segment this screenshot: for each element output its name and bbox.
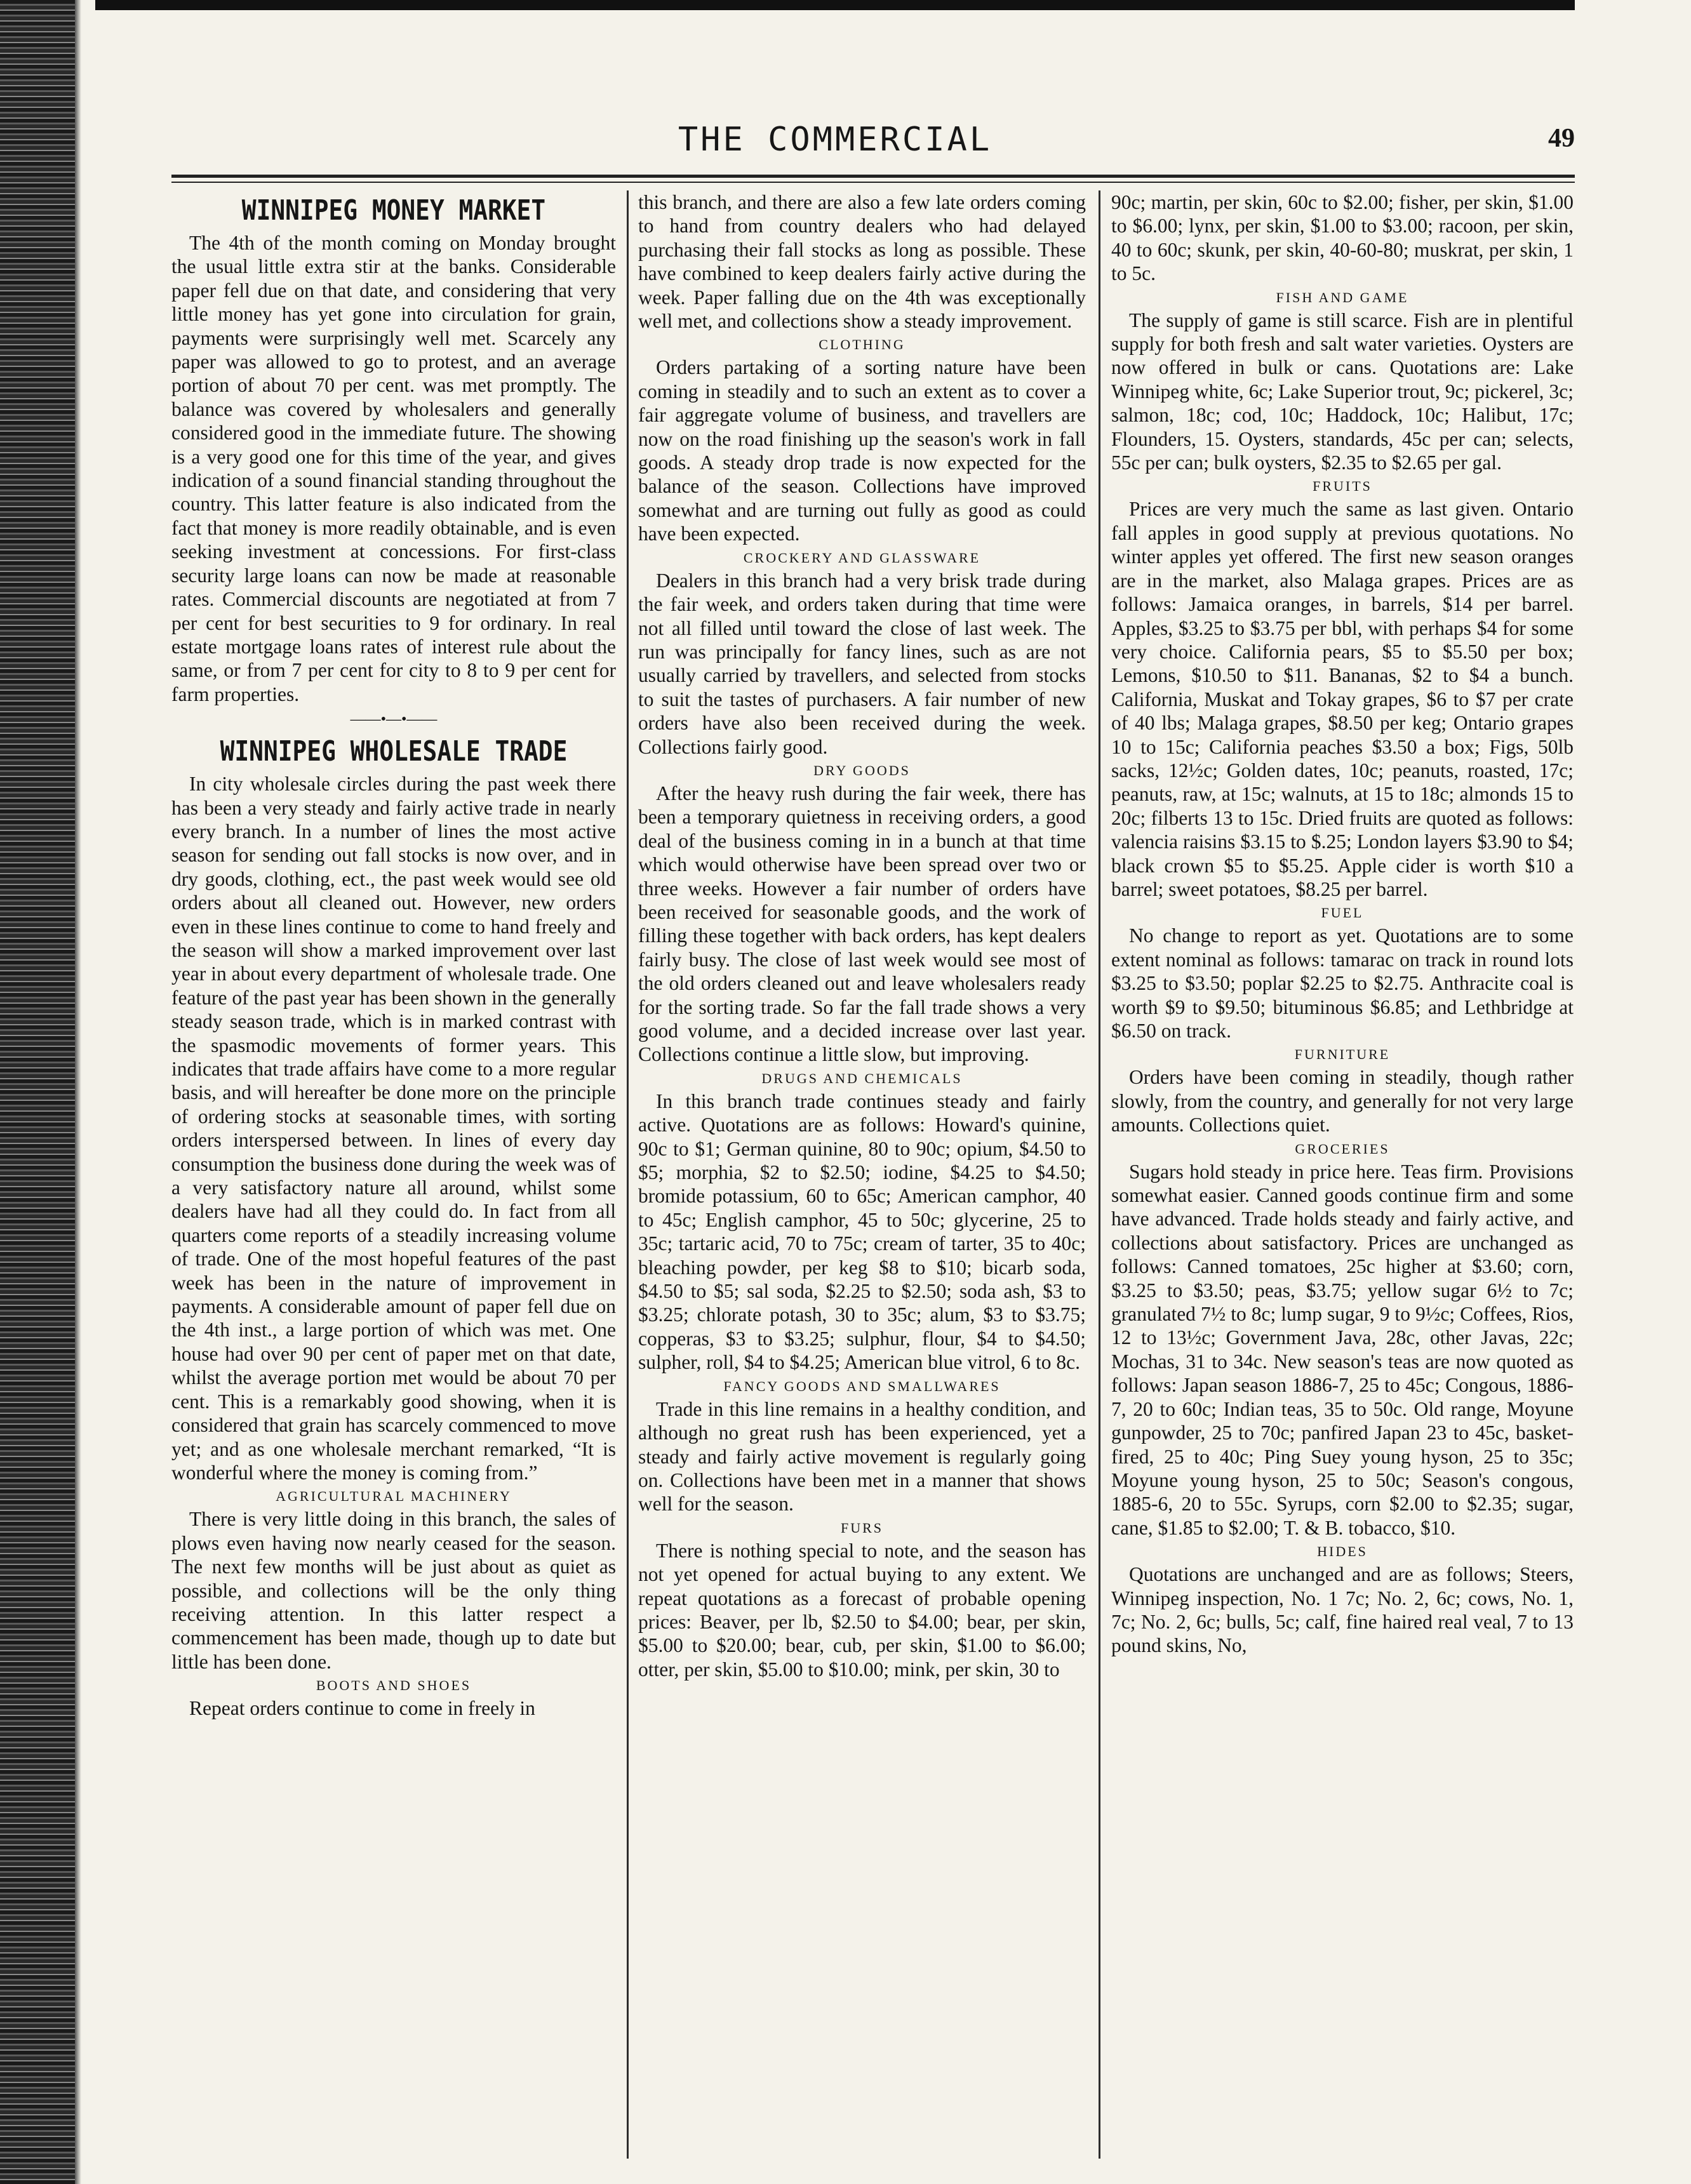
article-paragraph: The 4th of the month coming on Monday brought the usual little extra stir at the banks. Considerable paper fell due on that date, and considering that very little money has yet gone into circulation for grain, payments were surprisingly well met. Scarcely any paper was allowed to go to protest, and an average portion of about 70 per cent. was met promptly. The balance was covered by wholesalers and generally considered good in the immediate future. The showing is a very good one for this time of the year, and gives indication of a sound financial standing throughout the country. This latter feature is also indicated from the fact that money is more readily obtainable, and is even seeking investment at concessions. For first-class security large loans can now be made at reasonable rates. Commercial discounts are negotiated at from 7 per cent for best securities to 9 for ordinary. In real estate mortgage loans rates of interest rule about the same, or from 7 per cent for city to 8 to 9 per cent for farm properties. bbox=[171, 232, 616, 705]
header-rule bbox=[171, 175, 1575, 178]
column-3 bbox=[1111, 190, 1574, 1658]
article-paragraph: After the heavy rush during the fair week, there has been a temporary quietness in receiving orders, a good deal of the business coming in in a bunch at that time which would otherwise have been spread over two or three weeks. However a fair number of orders have been received for seasonable goods, and the work of filling these together with back orders, has kept dealers fairly busy. The close of last week would see most of the old orders cleaned out and leave wholesalers ready for the sorting trade. So far the fall trade shows a very good volume, and a decided increase over last year. Collections continue a little slow, but improving. bbox=[638, 782, 1086, 1066]
section-subhead: FUEL bbox=[1321, 905, 1364, 921]
section-subhead: HIDES bbox=[1317, 1543, 1368, 1560]
page-number: 49 bbox=[1548, 124, 1575, 153]
running-head bbox=[95, 121, 1575, 165]
article-paragraph: In city wholesale circles during the past week there has been a very steady and fairly active trade in nearly every branch. In a number of lines the most active season for sending out fall stocks is now over, and in dry goods, clothing, ect., the past week would see old orders about all cleaned out. However, new orders even in these lines continue to come to hand freely and the season will show a marked improvement over last year in about every department of wholesale trade. One feature of the past year has been shown in the generally steady season trade, which is in marked contrast with the spasmodic movements of former years. This indicates that trade affairs have come to a more regular basis, and will hereafter be done more on the principle of ordering stocks at seasonable times, with sorting orders interspersed between. In lines of every day consumption the business done during the week was of a very satisfactory nature all around, whilst some dealers have had all they could do. In fact from all quarters come reports of a steadily increasing volume of trade. One of the most hopeful features of the past week has been in the nature of improvement in payments. A considerable amount of paper fell due on the 4th inst., a large portion of which was met. One house had over 90 per cent of paper met on that date, whilst the average portion met would be about 70 per cent. This is a remarkably good showing, when it is considered that grain has scarcely commenced to move yet; and as one wholesale merchant remarked, “It is wonderful where the money is coming from.” bbox=[171, 773, 616, 1484]
section-subhead: DRY GOODS bbox=[813, 762, 911, 778]
article-paragraph: 90c; martin, per skin, 60c to $2.00; fisher, per skin, $1.00 to $6.00; lynx, per skin, $1.00 to $3.00; racoon, per skin, 40 to 60c; skunk, per skin, 40-60-80; muskrat, per skin, 1 to 5c. bbox=[1111, 191, 1574, 285]
section-subhead: FANCY GOODS AND SMALLWARES bbox=[723, 1378, 1001, 1394]
header-rule-thin bbox=[171, 182, 1575, 183]
column-divider bbox=[1099, 190, 1100, 2159]
article-paragraph: There is nothing special to note, and the season has not yet opened for actual buying to any extent. We repeat quotations as a forecast of probable opening prices: Beaver, per lb, $2.50 to $4.00; bear, per skin, $5.00 to $20.00; bear, cub, per skin, $1.00 to $6.00; otter, per skin, $5.00 to $10.00; mink, per skin, 30 to bbox=[638, 1539, 1086, 1681]
section-subhead: CLOTHING bbox=[819, 336, 906, 353]
section-subhead: GROCERIES bbox=[1295, 1140, 1390, 1157]
article-headline: WINNIPEG WHOLESALE TRADE bbox=[220, 735, 568, 768]
section-subhead: CROCKERY AND GLASSWARE bbox=[743, 549, 981, 566]
article-paragraph: Repeat orders continue to come in freely in bbox=[189, 1697, 535, 1720]
scan-edge bbox=[0, 0, 75, 2184]
article-headline: WINNIPEG MONEY MARKET bbox=[241, 194, 546, 227]
section-subhead: FISH AND GAME bbox=[1276, 289, 1409, 305]
section-subhead: AGRICULTURAL MACHINERY bbox=[276, 1488, 512, 1505]
article-paragraph: Orders partaking of a sorting nature have been coming in steadily and to such an extent as to cover a fair aggregate volume of business, and travellers are now on the road finishing up the season's work in fall goods. A steady drop trade is now expected for the balance of the season. Collections have improved somewhat and are turning out fully as good as could have been expected. bbox=[638, 356, 1086, 545]
section-divider-ornament: ——•—•—— bbox=[350, 711, 438, 728]
section-subhead: BOOTS AND SHOES bbox=[316, 1677, 472, 1694]
article-paragraph: There is very little doing in this branch, the sales of plows even having now nearly ceased for the season. The next few months will be just about as quiet as possible, and collections will be the only thing receiving attention. In this latter respect a commencement has been made, though up to date but little has been done. bbox=[171, 1508, 616, 1673]
article-paragraph: Sugars hold steady in price here. Teas firm. Provisions somewhat easier. Canned goods continue firm and some have advanced. Trade holds steady and fairly active, and collections about satisfactory. Prices are unchanged as follows: Canned tomatoes, 25c higher at $3.60; corn, $3.25 to $3.50; peas, $3.75; yellow sugar 6½ to 7c; granulated 7½ to 8c; lump sugar, 9 to 9½c; Coffees, Rios, 12 to 13½c; Government Java, 28c, other Javas, 22c; Mochas, 31 to 34c. New season's teas are now quoted as follows: Japan season 1886-7, 25 to 45c; Congous, 1886-7, 20 to 60c; Indian teas, 35 to 50c. Old range, Moyune gunpowder, 25 to 70c; panfired Japan 23 to 45c, basket-fired, 25 to 40c; Ping Suey young hyson, 25 to 35c; Moyune young hyson, 25 to 50c; Season's congous, 1885-6, 20 to 55c. Syrups, corn $2.00 to $2.35; sugar, cane, $1.85 to $2.00; T. & B. tobacco, $10. bbox=[1111, 1160, 1574, 1539]
article-paragraph: this branch, and there are also a few late orders coming to hand from country dealers who had delayed purchasing their fall stocks as long as possible. These have combined to keep dealers fairly active during the week. Paper falling due on the 4th was exceptionally well met, and collections show a steady improvement. bbox=[638, 191, 1086, 333]
top-rule bbox=[95, 0, 1575, 10]
column-divider bbox=[627, 190, 629, 2159]
column-1 bbox=[171, 190, 616, 1721]
section-subhead: FURS bbox=[840, 1519, 884, 1536]
article-paragraph: Dealers in this branch had a very brisk trade during the fair week, and orders taken during that time were not all filled until toward the close of last week. The run was principally for fancy lines, such as are not usually carried by travellers, and selected from stocks to suit the tastes of purchasers. A fair number of new orders have also been received during the week. Collections fairly good. bbox=[638, 569, 1086, 758]
section-subhead: FRUITS bbox=[1313, 478, 1372, 495]
article-paragraph: Trade in this line remains in a healthy condition, and although no great rush has been experienced, yet a steady and fairly active movement is regularly going on. Collections have been met in a manner that shows well for the season. bbox=[638, 1397, 1086, 1515]
page-title: THE COMMERCIAL bbox=[678, 121, 993, 159]
article-paragraph: Quotations are unchanged and are as follows; Steers, Winnipeg inspection, No. 1 7c; No. 2, 6c; cows, No. 1, 7c; No. 2, 6c; bulls, 5c; calf, fine haired real veal, 7 to 13 pound skins, No, bbox=[1111, 1563, 1574, 1657]
column-2 bbox=[638, 190, 1086, 1681]
article-paragraph: Prices are very much the same as last given. Ontario fall apples in good supply at previous quotations. No winter apples yet offered. The first new season oranges are in the market, also Malaga grapes. Prices are as follows: Jamaica oranges, in barrels, $14 per barrel. Apples, $3.25 to $3.75 per bbl, with perhaps $4 for some very choice. California pears, $5 to $5.50 per box; Lemons, $10.50 to $11. Bananas, $2 to $4 a bunch. California, Muskat and Tokay grapes, $6 to $7 per crate of 40 lbs; Malaga grapes, $8.50 per keg; Ontario grapes 10 to 15c; California peaches $3.50 a box; Figs, 50lb sacks, 12½c; Golden dates, 10c; peanuts, roasted, 17c; peanuts, raw, at 15c; walnuts, at 15 to 18c; almonds 15 to 20c; filberts 13 to 15c. Dried fruits are quoted as follows: valencia raisins $3.15 to $.25; London layers $3.90 to $4; black crown $5 to $5.25. Apple cider is worth $10 a barrel; sweet potatoes, $8.25 per barrel. bbox=[1111, 498, 1574, 900]
section-subhead: DRUGS AND CHEMICALS bbox=[761, 1070, 963, 1086]
article-paragraph: The supply of game is still scarce. Fish are in plentiful supply for both fresh and salt water varieties. Oysters are now offered in bulk or cans. Quotations are: Lake Winnipeg white, 6c; Lake Superior trout, 9c; pickerel, 3c; salmon, 18c; cod, 10c; Haddock, 10c; Halibut, 17c; Flounders, 15. Oysters, standards, 45c per can; selects, 55c per can; bulk oysters, $2.35 to $2.65 per gal. bbox=[1111, 309, 1574, 474]
article-paragraph: In this branch trade continues steady and fairly active. Quotations are as follows: Howard's quinine, 90c to $1; German quinine, 80 to 90c; opium, $4.50 to $5; morphia, $2 to $2.50; iodine, $4.25 to $4.50; bromide potassium, 60 to 65c; American camphor, 40 to 45c; English camphor, 45 to 50c; glycerine, 25 to 35c; tartaric acid, 70 to 75c; cream of tarter, 35 to 40c; bleaching powder, per keg $8 to $10; bicarb soda, $4.50 to $5; sal soda, $2.25 to $2.50; soda ash, $3 to $3.25; chlorate potash, 30 to 35c; alum, $3 to $3.75; copperas, $3 to $3.25; sulphur, flour, $4 to $4.50; sulpher, roll, $4 to $4.25; American blue vitrol, 6 to 8c. bbox=[638, 1089, 1086, 1374]
article-paragraph: Orders have been coming in steadily, though rather slowly, from the country, and generally for not very large amounts. Collections quiet. bbox=[1111, 1066, 1574, 1136]
section-subhead: FURNITURE bbox=[1294, 1046, 1391, 1063]
article-paragraph: No change to report as yet. Quotations are to some extent nominal as follows: tamarac on track in round lots $3.25 to $3.50; poplar $2.25 to $2.75. Anthracite coal is worth $9 to $9.50; bituminous $6.85; and Lethbridge at $6.50 on track. bbox=[1111, 924, 1574, 1042]
